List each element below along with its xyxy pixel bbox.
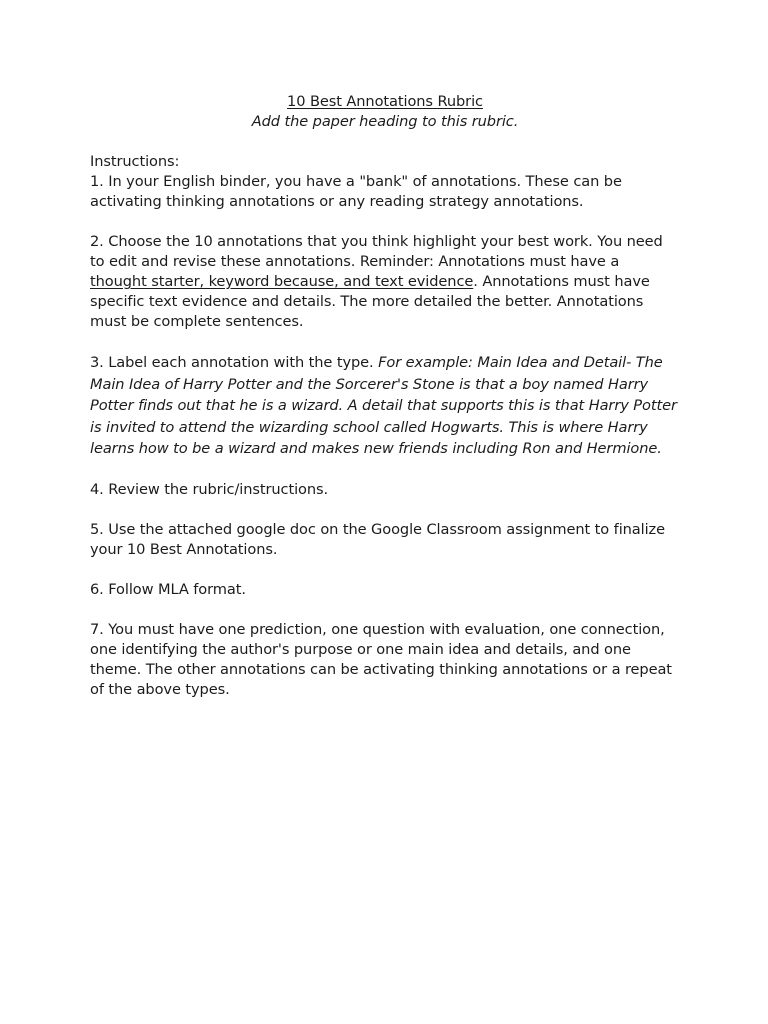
instruction-item-3 xyxy=(90,352,680,460)
item-3-text: 3. Label each annotation with the type. xyxy=(90,354,379,371)
title-block xyxy=(90,92,680,132)
item-2-text-end: . Annotations must have specific text evidence and details. The more detailed the better. Annotations must be complete sentences. xyxy=(90,273,650,330)
document-body xyxy=(90,92,680,700)
item-2-text-start: 2. Choose the 10 annotations that you think highlight your best work. You need to edit and revise these annotations. Reminder: Annotations must have a xyxy=(90,233,663,270)
instruction-item-2 xyxy=(90,232,680,332)
instruction-item-5: 5. Use the attached google doc on the Google Classroom assignment to finalize your 10 Best Annotations. xyxy=(90,520,665,558)
document-subtitle: Add the paper heading to this rubric. xyxy=(251,113,519,130)
instruction-item-1: 1. In your English binder, you have a "bank" of annotations. These can be activating thinking annotations or any reading strategy annotations. xyxy=(90,173,622,210)
instruction-item-6: 6. Follow MLA format. xyxy=(90,580,246,598)
instruction-item-7: 7. You must have one prediction, one question with evaluation, one connection, one identifying the author's purpose or one main idea and details, and one theme. The other annotations can be activating thinking annotations or a repeat of the above types. xyxy=(90,620,672,698)
document-title: 10 Best Annotations Rubric xyxy=(287,93,483,110)
item-3-example: For example: Main Idea and Detail- The Main Idea of Harry Potter and the Sorcerer's Stone is that a boy named Harry Potter finds out that he is a wizard. A detail that supports this is that Harry Potter is invited to attend the wizarding school called Hogwarts. This is where Harry learns how to be a wizard and makes new friends including Ron and Hermione. xyxy=(90,354,677,457)
instructions-label: Instructions: xyxy=(90,153,180,170)
item-2-underlined-requirement: thought starter, keyword because, and text evidence xyxy=(90,273,474,290)
instruction-item-4: 4. Review the rubric/instructions. xyxy=(90,480,329,498)
